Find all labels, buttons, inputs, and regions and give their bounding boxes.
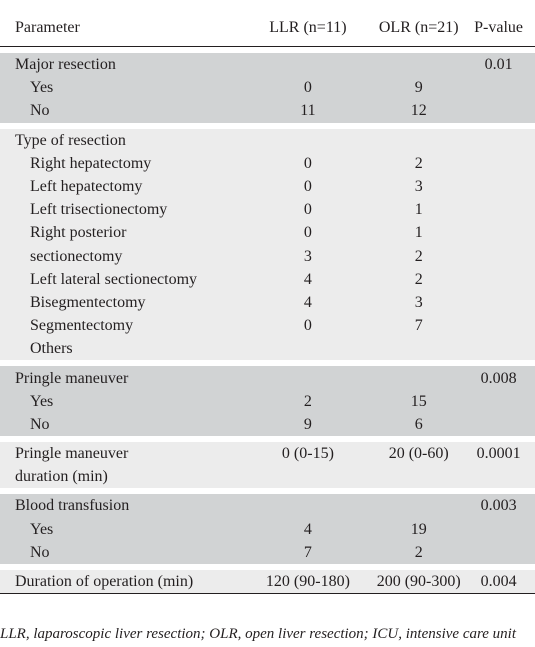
row-p-value [474, 518, 535, 541]
row-label: Pringle maneuver [0, 366, 253, 389]
row-p-value [474, 198, 535, 221]
row-llr: 9 [253, 413, 364, 436]
row-llr: 0 [253, 198, 364, 221]
row-olr: 15 [363, 390, 474, 413]
table-row [0, 518, 535, 541]
row-olr [363, 129, 474, 152]
row-olr: 6 [363, 413, 474, 436]
row-p-value [474, 413, 535, 436]
row-olr: 2 [363, 268, 474, 291]
resection-table [0, 8, 535, 594]
row-label: Left trisectionectomy [0, 198, 253, 221]
table-row [0, 268, 535, 291]
row-llr: 120 (90-180) [253, 570, 364, 594]
row-label: Left hepatectomy [0, 175, 253, 198]
row-olr: 19 [363, 518, 474, 541]
row-llr [253, 366, 364, 389]
row-p-value [474, 245, 535, 268]
table-row [0, 337, 535, 360]
row-label: Blood transfusion [0, 494, 253, 517]
row-label: duration (min) [0, 465, 253, 488]
row-p-value: 0.003 [474, 494, 535, 517]
header-p-value: P-value [474, 8, 535, 47]
row-label: Others [0, 337, 253, 360]
row-p-value [474, 99, 535, 122]
row-olr: 9 [363, 76, 474, 99]
table-row [0, 413, 535, 436]
table-row [0, 570, 535, 594]
table-row [0, 152, 535, 175]
table-row [0, 442, 535, 465]
row-p-value [474, 152, 535, 175]
row-llr: 0 (0-15) [253, 442, 364, 465]
table-row [0, 291, 535, 314]
row-llr [253, 53, 364, 76]
row-llr: 0 [253, 152, 364, 175]
row-llr [253, 494, 364, 517]
header-parameter: Parameter [0, 8, 253, 47]
row-llr: 0 [253, 221, 364, 244]
table-row [0, 366, 535, 389]
row-olr: 1 [363, 198, 474, 221]
row-olr: 1 [363, 221, 474, 244]
row-p-value: 0.0001 [474, 442, 535, 465]
row-olr [363, 366, 474, 389]
row-olr: 200 (90-300) [363, 570, 474, 594]
row-olr [363, 465, 474, 488]
row-p-value [474, 175, 535, 198]
row-p-value: 0.008 [474, 366, 535, 389]
row-llr: 2 [253, 390, 364, 413]
row-label: Left lateral sectionectomy [0, 268, 253, 291]
row-label: Pringle maneuver [0, 442, 253, 465]
table-row [0, 541, 535, 564]
table-row [0, 245, 535, 268]
row-p-value [474, 465, 535, 488]
table-row [0, 390, 535, 413]
row-olr: 7 [363, 314, 474, 337]
row-p-value [474, 314, 535, 337]
table-row [0, 175, 535, 198]
row-p-value [474, 291, 535, 314]
row-label: Bisegmentectomy [0, 291, 253, 314]
row-llr [253, 337, 364, 360]
header-llr: LLR (n=11) [253, 8, 364, 47]
row-olr [363, 494, 474, 517]
table-row [0, 198, 535, 221]
row-llr: 7 [253, 541, 364, 564]
row-label: Type of resection [0, 129, 253, 152]
row-label: No [0, 413, 253, 436]
row-olr: 12 [363, 99, 474, 122]
table-row [0, 76, 535, 99]
row-olr: 3 [363, 291, 474, 314]
row-llr [253, 129, 364, 152]
row-p-value [474, 541, 535, 564]
row-olr: 2 [363, 541, 474, 564]
row-llr [253, 465, 364, 488]
table-row [0, 129, 535, 152]
row-p-value [474, 268, 535, 291]
row-olr [363, 53, 474, 76]
table-header-row [0, 8, 535, 47]
row-llr: 0 [253, 314, 364, 337]
row-p-value [474, 337, 535, 360]
table-row [0, 53, 535, 76]
row-label: sectionectomy [0, 245, 253, 268]
row-llr: 0 [253, 76, 364, 99]
row-label: Yes [0, 518, 253, 541]
row-olr [363, 337, 474, 360]
row-label: Segmentectomy [0, 314, 253, 337]
row-llr: 4 [253, 518, 364, 541]
table-row [0, 99, 535, 122]
row-p-value [474, 76, 535, 99]
table-row [0, 465, 535, 488]
row-label: Duration of operation (min) [0, 570, 253, 594]
table-row [0, 314, 535, 337]
row-label: Right hepatectomy [0, 152, 253, 175]
row-olr: 3 [363, 175, 474, 198]
header-olr: OLR (n=21) [363, 8, 474, 47]
table-row [0, 494, 535, 517]
row-label: Yes [0, 76, 253, 99]
row-olr: 20 (0-60) [363, 442, 474, 465]
row-olr: 2 [363, 245, 474, 268]
row-label: Major resection [0, 53, 253, 76]
row-p-value [474, 390, 535, 413]
table-footnote: LLR, laparoscopic liver resection; OLR, open liver resection; ICU, intensive care unit [0, 626, 517, 642]
row-label: No [0, 541, 253, 564]
row-p-value [474, 129, 535, 152]
row-llr: 4 [253, 268, 364, 291]
row-llr: 3 [253, 245, 364, 268]
row-p-value: 0.004 [474, 570, 535, 594]
row-label: Right posterior [0, 221, 253, 244]
row-label: No [0, 99, 253, 122]
row-llr: 0 [253, 175, 364, 198]
row-llr: 11 [253, 99, 364, 122]
row-p-value: 0.01 [474, 53, 535, 76]
table-row [0, 221, 535, 244]
row-llr: 4 [253, 291, 364, 314]
row-olr: 2 [363, 152, 474, 175]
row-label: Yes [0, 390, 253, 413]
row-p-value [474, 221, 535, 244]
